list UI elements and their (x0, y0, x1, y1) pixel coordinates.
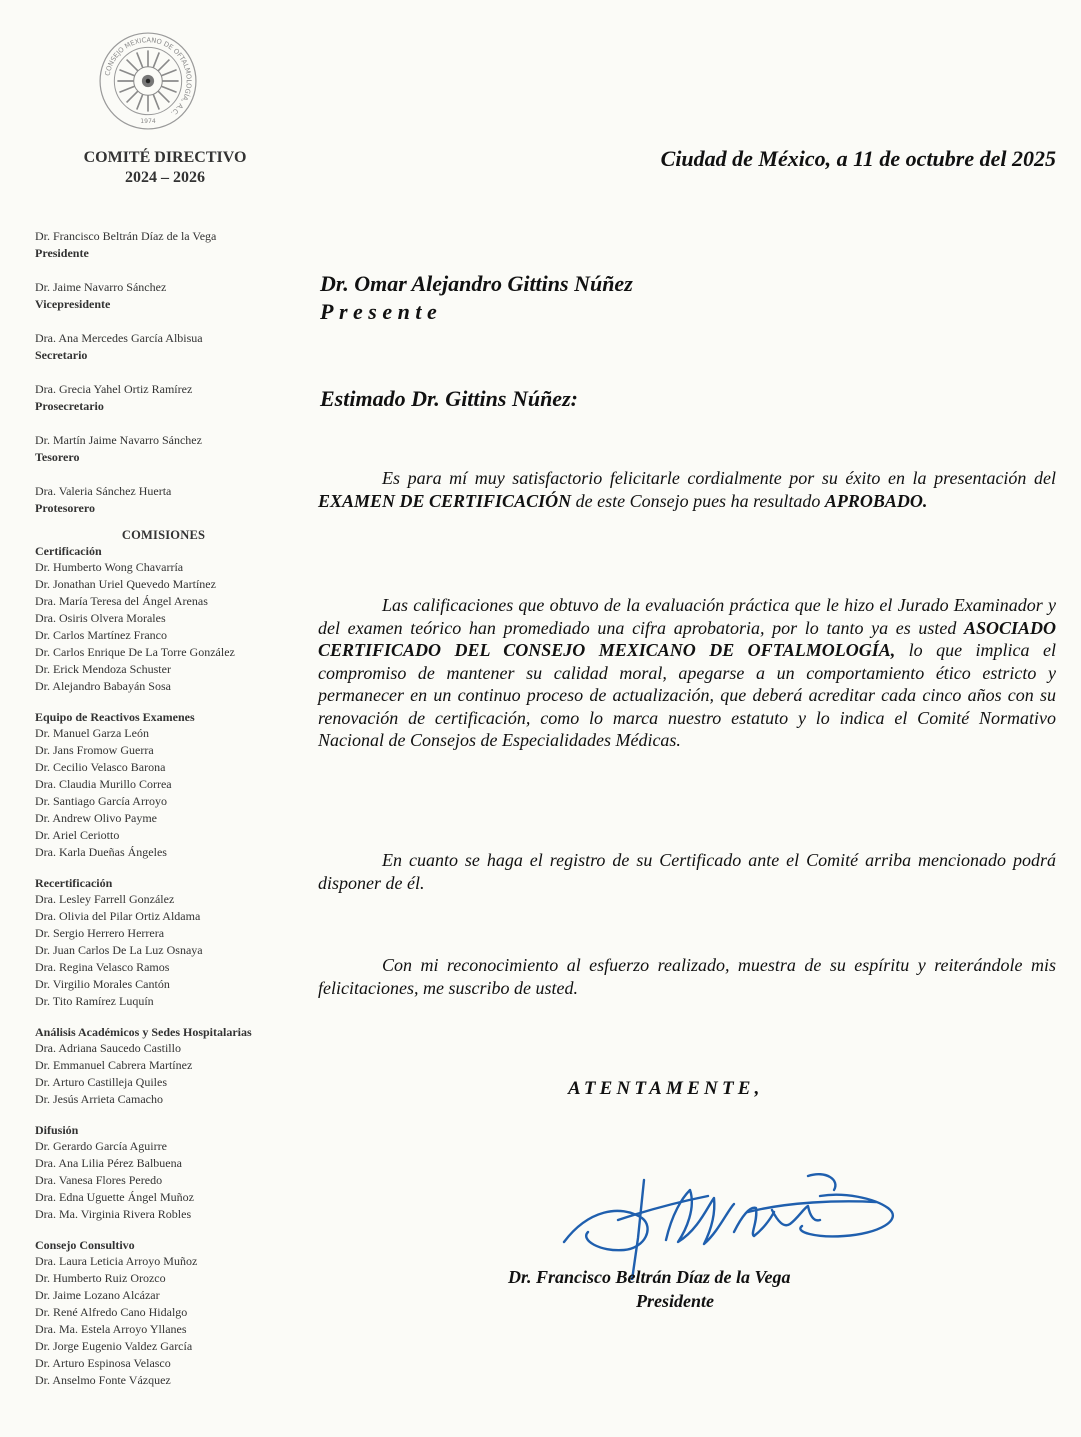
officer-item (35, 330, 292, 364)
commission-member: Dra. Regina Velasco Ramos (35, 960, 170, 974)
closing-phrase: ATENTAMENTE, (568, 1078, 764, 1099)
commission-member: Dr. Jaime Lozano Alcázar (35, 1288, 160, 1302)
commission-member: Dr. Arturo Espinosa Velasco (35, 1356, 171, 1370)
officer-item (35, 432, 292, 466)
officer-role: Vicepresidente (35, 297, 111, 311)
commission-member: Dra. Ana Lilia Pérez Balbuena (35, 1156, 182, 1170)
commission-member: Dr. Santiago García Arroyo (35, 794, 167, 808)
commission-title: Difusión (35, 1123, 79, 1137)
commission-member: Dr. Humberto Ruiz Orozco (35, 1271, 166, 1285)
commission-member: Dr. Cecilio Velasco Barona (35, 760, 166, 774)
paragraph-certification (318, 594, 1056, 752)
commission-member: Dr. Jonathan Uriel Quevedo Martínez (35, 577, 216, 591)
commission-group (35, 1122, 292, 1223)
officer-role: Protesorero (35, 501, 95, 515)
officer-item (35, 381, 292, 415)
commission-member: Dra. Edna Uguette Ángel Muñoz (35, 1190, 194, 1204)
commission-member: Dr. Juan Carlos De La Luz Osnaya (35, 943, 203, 957)
commission-group (35, 1024, 292, 1108)
commission-member: Dr. Alejandro Babayán Sosa (35, 679, 171, 693)
commission-member: Dr. Jorge Eugenio Valdez García (35, 1339, 193, 1353)
officer-name: Dra. Ana Mercedes García Albisua (35, 331, 203, 345)
officer-name: Dra. Valeria Sánchez Huerta (35, 484, 172, 498)
commission-title: Equipo de Reactivos Examenes (35, 710, 195, 724)
commission-member: Dr. René Alfredo Cano Hidalgo (35, 1305, 188, 1319)
signer-name: Dr. Francisco Beltrán Díaz de la Vega (508, 1267, 791, 1287)
officer-name: Dr. Martín Jaime Navarro Sánchez (35, 433, 202, 447)
commission-group (35, 709, 292, 861)
p1-text-c: de este Consejo pues ha resultado (571, 490, 825, 511)
officer-role: Secretario (35, 348, 88, 362)
committee-sidebar (30, 148, 292, 1403)
commission-member: Dr. Carlos Martínez Franco (35, 628, 167, 642)
commission-member: Dr. Gerardo García Aguirre (35, 1139, 167, 1153)
p1-text-a: Es para mí muy satisfactorio felicitarle cordialmente por su éxito en la presentación del (382, 468, 1056, 488)
commission-groups (35, 543, 292, 1389)
salutation: Estimado Dr. Gittins Núñez: (320, 386, 578, 411)
commission-member: Dra. Karla Dueñas Ángeles (35, 845, 167, 859)
certified-associate: ASOCIADO CERTIFICADO DEL CONSEJO MEXICANO DE OFTALMOLOGÍA, (318, 617, 1056, 660)
commission-member: Dra. Laura Leticia Arroyo Muñoz (35, 1254, 198, 1268)
commission-group (35, 1237, 292, 1389)
commission-title: Consejo Consultivo (35, 1238, 135, 1252)
commission-member: Dra. Ma. Virginia Rivera Robles (35, 1207, 192, 1221)
commission-member: Dr. Emmanuel Cabrera Martínez (35, 1058, 193, 1072)
commission-member: Dr. Anselmo Fonte Vázquez (35, 1373, 171, 1387)
commission-member: Dra. Adriana Saucedo Castillo (35, 1041, 181, 1055)
officer-name: Dr. Francisco Beltrán Díaz de la Vega (35, 229, 217, 243)
commission-member: Dra. María Teresa del Ángel Arenas (35, 594, 208, 608)
council-seal (97, 30, 199, 132)
paragraph-closing: Con mi reconocimiento al esfuerzo realizado, muestra de su espíritu y reiterándole mis felicitaciones, me suscribo de usted. (318, 955, 1056, 998)
commission-member: Dr. Carlos Enrique De La Torre González (35, 645, 235, 659)
commission-group (35, 543, 292, 695)
commission-member: Dr. Virgilio Morales Cantón (35, 977, 170, 991)
officer-item (35, 228, 292, 262)
officer-role: Tesorero (35, 450, 80, 464)
p2-text-c: lo que implica el compromiso de mantener su calidad moral, apegarse a un comportamiento ético estricto y permanecer en un continuo proceso de actualización, que deberá acreditar cada cinco años con su renovación de certificación, como lo marca nuestro estatuto y lo indica el Comité Normativo Nacional de Consejos de Especialidades Médicas. (318, 640, 1056, 750)
seal-year: 1974 (140, 117, 156, 125)
paragraph-registration: En cuanto se haga el registro de su Certificado ante el Comité arriba mencionado podrá disponer de él. (318, 850, 1056, 893)
officer-item (35, 279, 292, 313)
commission-member: Dr. Ariel Ceriotto (35, 828, 120, 842)
p2-text-a: Las calificaciones que obtuvo de la evaluación práctica que le hizo el Jurado Examinador y del examen teórico han promediado una cifra aprobatoria, por lo tanto ya es usted (318, 595, 1056, 638)
paragraph-congratulations (318, 467, 1056, 512)
committee-years: 2024 – 2026 (125, 169, 205, 186)
commission-member: Dr. Humberto Wong Chavarría (35, 560, 184, 574)
commission-member: Dra. Osiris Olvera Morales (35, 611, 166, 625)
commission-member: Dr. Arturo Castilleja Quiles (35, 1075, 167, 1089)
recipient-block (320, 270, 633, 326)
commission-title: Análisis Académicos y Sedes Hospitalarias (35, 1025, 252, 1039)
commission-member: Dr. Jesús Arrieta Camacho (35, 1092, 163, 1106)
commission-member: Dr. Erick Mendoza Schuster (35, 662, 171, 676)
commission-member: Dr. Tito Ramírez Luquín (35, 994, 154, 1008)
commission-member: Dra. Claudia Murillo Correa (35, 777, 172, 791)
exam-name: EXAMEN DE CERTIFICACIÓN (318, 490, 572, 511)
signer-title: Presidente (636, 1291, 714, 1311)
officer-name: Dra. Grecia Yahel Ortiz Ramírez (35, 382, 193, 396)
commission-member: Dra. Ma. Estela Arroyo Yllanes (35, 1322, 187, 1336)
officer-name: Dr. Jaime Navarro Sánchez (35, 280, 167, 294)
commission-title: Recertificación (35, 876, 113, 890)
commissions-heading: COMISIONES (121, 528, 206, 542)
letter-date: Ciudad de México, a 11 de octubre del 2025 (660, 146, 1056, 171)
presente-label: Presente (320, 299, 443, 324)
seal-emblem-icon (97, 30, 199, 132)
commission-member: Dr. Sergio Herrero Herrera (35, 926, 165, 940)
seal-text: CONSEJO MEXICANO DE OFTALMOLOGÍA, A.C. (103, 36, 193, 118)
commission-member: Dra. Lesley Farrell González (35, 892, 175, 906)
commission-title: Certificación (35, 544, 102, 558)
commission-member: Dra. Olivia del Pilar Ortiz Aldama (35, 909, 201, 923)
officer-role: Prosecretario (35, 399, 104, 413)
result-approved: APROBADO. (824, 490, 928, 511)
recipient-name: Dr. Omar Alejandro Gittins Núñez (320, 271, 633, 296)
commission-group (35, 875, 292, 1010)
commission-member: Dr. Jans Fromow Guerra (35, 743, 154, 757)
commission-member: Dr. Manuel Garza León (35, 726, 149, 740)
committee-title: COMITÉ DIRECTIVO (83, 149, 247, 166)
commission-member: Dr. Andrew Olivo Payme (35, 811, 157, 825)
signature-icon (558, 1150, 918, 1280)
officer-item (35, 483, 292, 517)
officers-list (35, 228, 292, 1389)
commission-member: Dra. Vanesa Flores Peredo (35, 1173, 163, 1187)
officer-role: Presidente (35, 246, 89, 260)
